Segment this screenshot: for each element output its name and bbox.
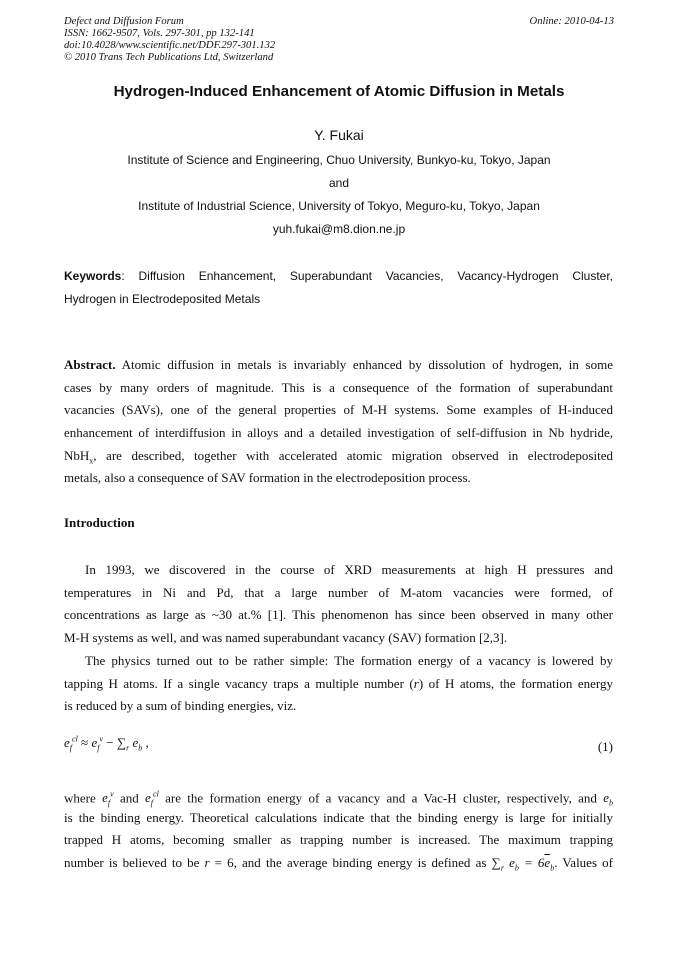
abstract-line: Abstract. Atomic diffusion in metals is invariably enhanced by dissolution of hydrogen, in some xyxy=(64,357,613,372)
journal-header xyxy=(64,16,614,64)
intro-paragraph-1 xyxy=(64,559,613,650)
equation-body: $e_f^{cl} \approx e_f^v - \sum_r$ $e_b$ , xyxy=(64,735,149,753)
abstract-line: NbH$_x$, are described, together with accelerated atomic migration observed in electrodeposited xyxy=(64,447,613,466)
intro-line: In 1993, we discovered in the course of XRD measurements at high H pressures and xyxy=(85,562,613,577)
intro-line: trapped H atoms, becoming smaller as trapping number is increased. The maximum trapping xyxy=(64,832,613,848)
keywords-label: Keywords xyxy=(64,269,122,283)
keywords-text-1: : Diffusion Enhancement, Superabundant Vacancies, Vacancy-Hydrogen Cluster, xyxy=(121,269,613,283)
affiliation-1: Institute of Science and Engineering, Chuo University, Bunkyo-ku, Tokyo, Japan xyxy=(127,153,551,167)
equation-1 xyxy=(64,735,613,765)
nbh-subscript: x xyxy=(89,456,94,466)
paper-author: Y. Fukai xyxy=(314,127,364,143)
journal-issn: ISSN: 1662-9507, Vols. 297-301, pp 132-141 xyxy=(64,28,255,39)
abstract-line: cases by many orders of magnitude. This is a consequence of the formation of superabundant xyxy=(64,379,613,395)
abstract-block xyxy=(64,354,613,490)
intro-line: The physics turned out to be rather simple: The formation energy of a vacancy is lowered by xyxy=(85,653,613,668)
intro-line: where $e_f^v$ and $e_f^{cl}$ are the formation energy of a vacancy and a Vac-H cluster, respectively, and $e_b$ xyxy=(64,790,613,808)
affiliation-and: and xyxy=(328,176,350,190)
keywords-line-1 xyxy=(64,265,613,288)
intro-line: is the binding energy. Theoretical calculations indicate that the binding energy is large for initially xyxy=(64,809,613,825)
section-heading-introduction: Introduction xyxy=(64,515,135,530)
abstract-line: metals, also a consequence of SAV formation in the electrodeposition process. xyxy=(64,470,471,486)
intro-line: tapping H atoms. If a single vacancy traps a multiple number (r) of H atoms, the formation energy xyxy=(64,675,613,691)
journal-doi[interactable]: doi:10.4028/www.scientific.net/DDF.297-301.132 xyxy=(64,40,276,51)
abstract-line: enhancement of interdiffusion in alloys and a detailed investigation of self-diffusion in Nb hydride, xyxy=(64,425,613,441)
inline-math-average-eb: $\sum_r$ $e_b = 6\overline{e}_b$ xyxy=(491,855,555,873)
intro-line: number is believed to be r = 6, and the average binding energy is defined as $\sum_r$ $e_b = 6\overline{e}_b$. Values of xyxy=(64,855,613,873)
inline-math-efcl: $e_f^{cl}$ xyxy=(145,790,159,808)
intro-paragraph-2 xyxy=(64,650,613,718)
journal-name: Defect and Diffusion Forum xyxy=(64,16,184,27)
intro-paragraph-3 xyxy=(64,784,613,882)
online-date: Online: 2010-04-13 xyxy=(529,16,614,27)
intro-line: is reduced by a sum of binding energies, viz. xyxy=(64,698,297,714)
abstract-label: Abstract. xyxy=(64,357,116,372)
abstract-line: vacancies (SAVs), one of the general properties of M-H systems. Some examples of H-induced xyxy=(64,402,613,418)
affiliation-2: Institute of Industrial Science, University of Tokyo, Meguro-ku, Tokyo, Japan xyxy=(138,199,540,213)
equation-number: (1) xyxy=(597,739,613,754)
paper-title: Hydrogen-Induced Enhancement of Atomic Diffusion in Metals xyxy=(113,83,565,100)
intro-line: M-H systems as well, and was named superabundant vacancy (SAV) formation [2,3]. xyxy=(64,630,508,646)
keywords-block xyxy=(64,265,613,311)
journal-copyright: © 2010 Trans Tech Publications Ltd, Switzerland xyxy=(64,52,274,63)
keywords-line-2: Hydrogen in Electrodeposited Metals xyxy=(64,292,261,306)
author-email[interactable]: yuh.fukai@m8.dion.ne.jp xyxy=(272,222,406,236)
inline-math-efv: $e_f^v$ xyxy=(102,790,114,808)
inline-math-eb: $e_b$ xyxy=(603,790,613,808)
var-r: r xyxy=(413,675,419,691)
intro-line: temperatures in Ni and Pd, that a large number of M-atom vacancies were formed, of xyxy=(64,584,613,600)
intro-line: concentrations as large as ~30 at.% [1]. This phenomenon has since been observed in many other xyxy=(64,607,613,623)
